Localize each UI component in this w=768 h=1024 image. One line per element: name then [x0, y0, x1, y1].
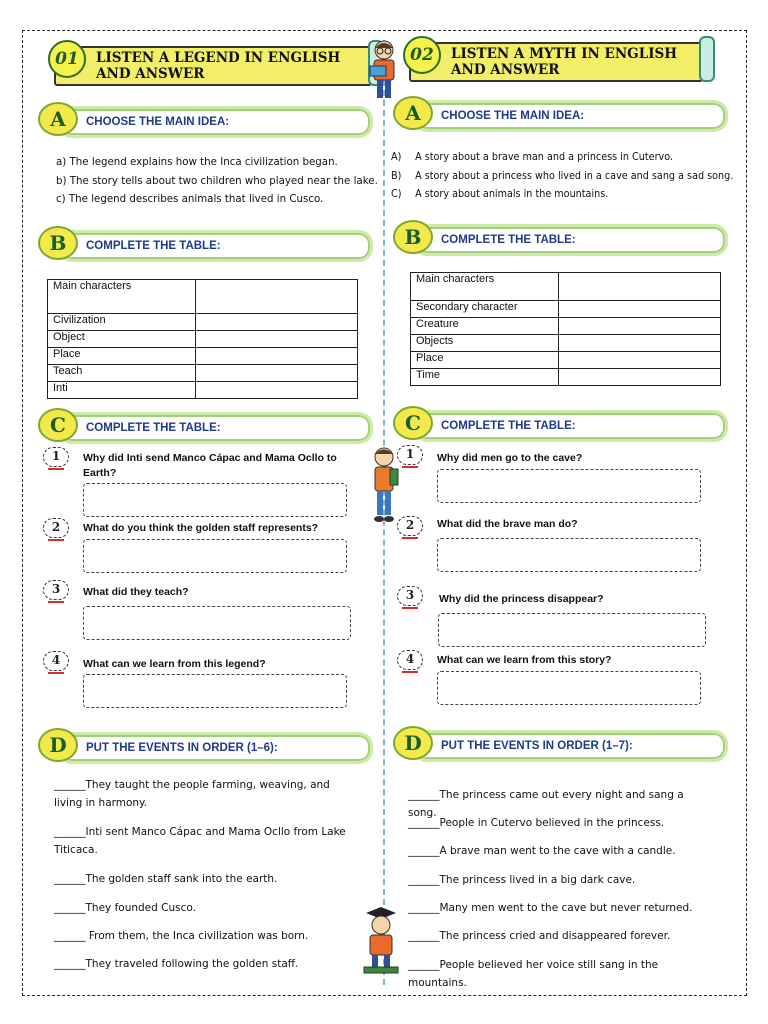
event-item[interactable]: ______They founded Cusco. [54, 902, 196, 914]
section-label: COMPLETE THE TABLE: [441, 420, 576, 432]
question-text: What did the brave man do? [437, 518, 578, 530]
answer-box[interactable] [83, 483, 347, 517]
option-b[interactable]: B) A story about a princess who lived in a cave and sang a sad song. [391, 168, 734, 182]
event-item[interactable]: ______The golden staff sank into the earth. [54, 873, 278, 885]
answer-cell[interactable] [196, 314, 358, 331]
answer-cell[interactable] [196, 365, 358, 382]
legend-title-banner [54, 46, 372, 86]
table-row: Secondary character [411, 301, 721, 318]
answer-cell[interactable] [196, 382, 358, 399]
main-idea-options [56, 153, 378, 209]
characters-table [47, 279, 358, 399]
answer-cell[interactable] [559, 369, 721, 386]
question-text: Why did men go to the cave? [437, 452, 583, 464]
answer-cell[interactable] [559, 318, 721, 335]
student-reading-illustration [364, 38, 404, 104]
section-label: COMPLETE THE TABLE: [441, 234, 576, 246]
table-row: Main characters [411, 273, 721, 301]
question-number: 4 [43, 651, 69, 671]
section-letter: C [38, 408, 78, 442]
event-item[interactable]: ______They taught the people farming, weaving, and living in harmony. [54, 779, 330, 809]
answer-box[interactable] [83, 606, 351, 640]
event-item[interactable]: ______The princess came out every night and sang a song. [408, 789, 684, 819]
activity-number: 01 [48, 40, 86, 78]
answer-box[interactable] [438, 613, 706, 647]
answer-box[interactable] [437, 469, 701, 503]
answer-box[interactable] [83, 674, 347, 708]
legend-column [28, 0, 388, 1024]
myth-title-banner [409, 42, 703, 82]
myth-column [383, 0, 743, 1024]
section-label: PUT THE EVENTS IN ORDER (1–6): [86, 742, 278, 754]
question-text: Why did the princess disappear? [439, 593, 604, 605]
table-row: Main characters [48, 280, 358, 314]
question-text: What did they teach? [83, 586, 189, 598]
table-row: Civilization [48, 314, 358, 331]
answer-cell[interactable] [559, 273, 721, 301]
answer-cell[interactable] [559, 352, 721, 369]
table-row: Teach [48, 365, 358, 382]
question-number: 4 [397, 650, 423, 670]
question-text: What do you think the golden staff represents? [83, 522, 319, 534]
question-text: What can we learn from this legend? [83, 658, 266, 670]
section-letter: C [393, 406, 433, 440]
event-item[interactable]: ______People believed her voice still sang in the mountains. [408, 959, 659, 989]
table-row: Object [48, 331, 358, 348]
section-letter: B [393, 220, 433, 254]
answer-cell[interactable] [559, 301, 721, 318]
section-label: CHOOSE THE MAIN IDEA: [441, 110, 585, 122]
activity-title: LISTEN A MYTH IN ENGLISH AND ANSWER [451, 46, 678, 78]
table-row: Time [411, 369, 721, 386]
event-item[interactable]: ______The princess cried and disappeared forever. [408, 930, 671, 942]
section-label: COMPLETE THE TABLE: [86, 240, 221, 252]
section-label: COMPLETE THE TABLE: [86, 422, 221, 434]
student-backpack-illustration [366, 445, 402, 527]
event-item[interactable]: ______Inti sent Manco Cápac and Mama Ocllo from Lake Titicaca. [54, 826, 346, 856]
event-item[interactable]: ______They traveled following the golden staff. [54, 958, 299, 970]
section-letter: D [38, 728, 78, 762]
question-number: 2 [397, 516, 423, 536]
section-label: PUT THE EVENTS IN ORDER (1–7): [441, 740, 633, 752]
section-letter: B [38, 226, 78, 260]
option-a[interactable]: A) A story about a brave man and a princess in Cutervo. [391, 150, 674, 163]
answer-cell[interactable] [196, 331, 358, 348]
student-graduate-illustration [356, 905, 406, 977]
main-idea-options [391, 148, 733, 204]
event-item[interactable]: ______The princess lived in a big dark cave. [408, 874, 636, 886]
answer-cell[interactable] [559, 335, 721, 352]
question-number: 1 [397, 445, 423, 465]
answer-cell[interactable] [196, 348, 358, 365]
table-row: Inti [48, 382, 358, 399]
event-item[interactable]: ______People in Cutervo believed in the princess. [408, 817, 665, 829]
characters-table [410, 272, 721, 386]
table-row: Creature [411, 318, 721, 335]
event-item[interactable]: ______Many men went to the cave but never returned. [408, 902, 693, 914]
answer-cell[interactable] [196, 280, 358, 314]
option-b[interactable]: b) The story tells about two children who played near the lake. [56, 173, 378, 187]
section-letter: D [393, 726, 433, 760]
activity-title: LISTEN A LEGEND IN ENGLISH AND ANSWER [96, 50, 341, 82]
option-c[interactable]: c) The legend describes animals that lived in Cusco. [56, 192, 324, 205]
question-text: What can we learn from this story? [437, 654, 612, 666]
table-row: Objects [411, 335, 721, 352]
answer-box[interactable] [83, 539, 347, 573]
section-letter: A [393, 96, 433, 130]
question-number: 3 [397, 586, 423, 606]
question-number: 1 [43, 447, 69, 467]
answer-box[interactable] [437, 671, 701, 705]
section-label: CHOOSE THE MAIN IDEA: [86, 116, 230, 128]
event-item[interactable]: ______ From them, the Inca civilization was born. [54, 930, 309, 942]
option-c[interactable]: C) A story about animals in the mountains. [391, 187, 609, 200]
table-row: Place [411, 352, 721, 369]
question-number: 2 [43, 518, 69, 538]
question-text: Why did Inti send Manco Cápac and Mama Ocllo to Earth? [83, 452, 337, 479]
option-a[interactable]: a) The legend explains how the Inca civilization began. [56, 155, 338, 168]
section-letter: A [38, 102, 78, 136]
question-number: 3 [43, 580, 69, 600]
event-item[interactable]: ______A brave man went to the cave with a candle. [408, 845, 676, 857]
table-row: Place [48, 348, 358, 365]
answer-box[interactable] [437, 538, 701, 572]
scroll-ornament [699, 36, 715, 82]
activity-number: 02 [403, 36, 441, 74]
